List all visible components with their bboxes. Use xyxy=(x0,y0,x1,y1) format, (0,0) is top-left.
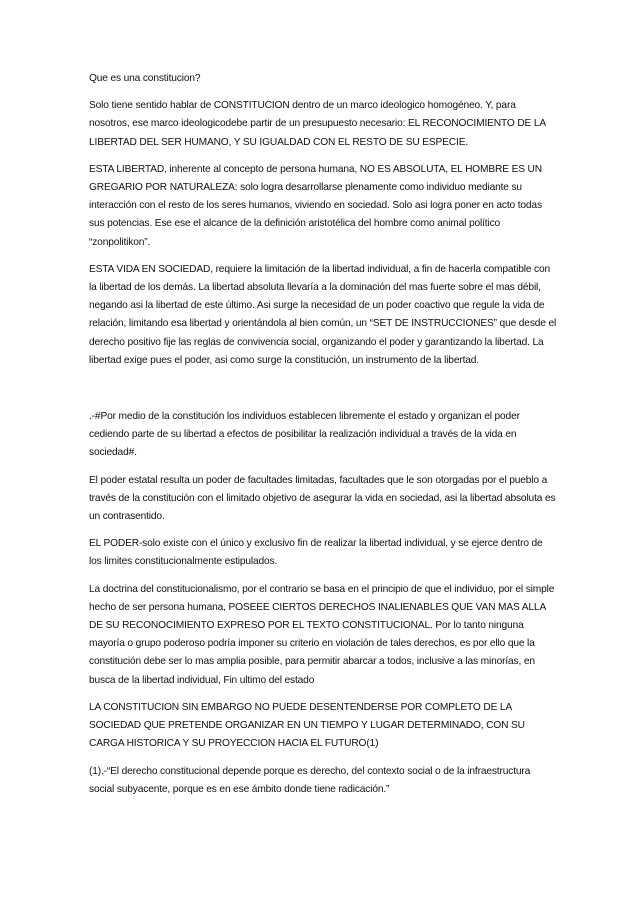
paragraph-vida-en-sociedad: ESTA VIDA EN SOCIEDAD, requiere la limitación de la libertad individual, a fin de hacerla compatible con la libertad de los demás. La libertad absoluta llevaría a la dominación del mas fuerte sobre el mas débil, negando asi la libertad de este último. Asi surge la necesidad de un poder coactivo que regule la vida de relación, limitando esa libertad y orientándola al bien común, un “SET DE INSTRUCCIONES” que desde el derecho positivo fije las reglas de convivencia social, organizando el poder y garantizando la libertad. La libertad exige pues el poder, asi como surge la constitución, un instrumento de la libertad. xyxy=(89,263,557,366)
paragraph-constitucion-individuos: .-#Por medio de la constitución los individuos establecen libremente el estado y organizan el poder cediendo parte de su libertad a efectos de posibilitar la realización individual a través de la vida en sociedad#. xyxy=(89,411,520,459)
paragraph-libertad: ESTA LIBERTAD, inherente al concepto de persona humana, NO ES ABSOLUTA, EL HOMBRE ES UN GREGARIO POR NATURALEZA: solo logra desarrollarse plenamente como individuo mediante su interacción con el resto de los seres humanos, viviendo en sociedad. Solo asi logra poner en acto todas sus potencias. Ese ese el alcance de la definición aristotélica del hombre como animal político “zonpolitikon”. xyxy=(89,163,542,248)
paragraph-constitucion-sociedad: LA CONSTITUCION SIN EMBARGO NO PUEDE DESENTENDERSE POR COMPLETO DE LA SOCIEDAD QUE PRETENDE ORGANIZAR EN UN TIEMPO Y LUGAR DETERMINADO, CON SU CARGA HISTORICA Y SU PROYECCION HACIA EL FUTURO(1) xyxy=(89,701,525,750)
paragraph-marco-ideologico: Solo tiene sentido hablar de CONSTITUCION dentro de un marco ideologico homogéneo. Y, para nosotros, ese marco ideologicodebe partir de un presupuesto necesario: EL RECONOCIMIENTO DE LA LIBERTAD DEL SER HUMANO, Y SU IGUALDAD CON EL RESTO DE SU ESPECIE. xyxy=(89,100,546,148)
paragraph-el-poder: EL PODER-solo existe con el único y exclusivo fin de realizar la libertad individual, y se ejerce dentro de los limites constitucionalmente estipulados. xyxy=(89,538,543,568)
document-title: Que es una constitucion? xyxy=(89,73,201,84)
paragraph-constitucionalismo: La doctrina del constitucionalismo, por el contrario se basa en el principio de que el individuo, por el simple hecho de ser persona humana, POSEEE CIERTOS DERECHOS INALIENABLES QUE VAN MAS ALLA DE SU RECONOCIMIENTO EXPRESO POR EL TEXTO CONSTITUCIONAL. Por lo tanto ninguna mayoría o grupo poderoso podría imponer su criterio en violación de tales derechos, es por ello que la constitución debe ser lo mas amplia posible, para permitir abarcar a todos, inclusive a las minorías, en busca de la libertad individual, Fin ultimo del estado xyxy=(89,583,555,686)
paragraph-footnote: (1).-“El derecho constitucional depende porque es derecho, del contexto social o de la infraestructura social subyacente, porque es en ese ámbito donde tiene radicación.” xyxy=(89,765,531,795)
section-gap xyxy=(89,379,557,408)
paragraph-poder-estatal: El poder estatal resulta un poder de facultades limitadas, facultades que le son otorgadas por el pueblo a través de la constitución con el limitado objetivo de asegurar la vida en sociedad, asi la libertad absoluta es un contrasentido. xyxy=(89,474,556,523)
document-page xyxy=(89,70,557,808)
